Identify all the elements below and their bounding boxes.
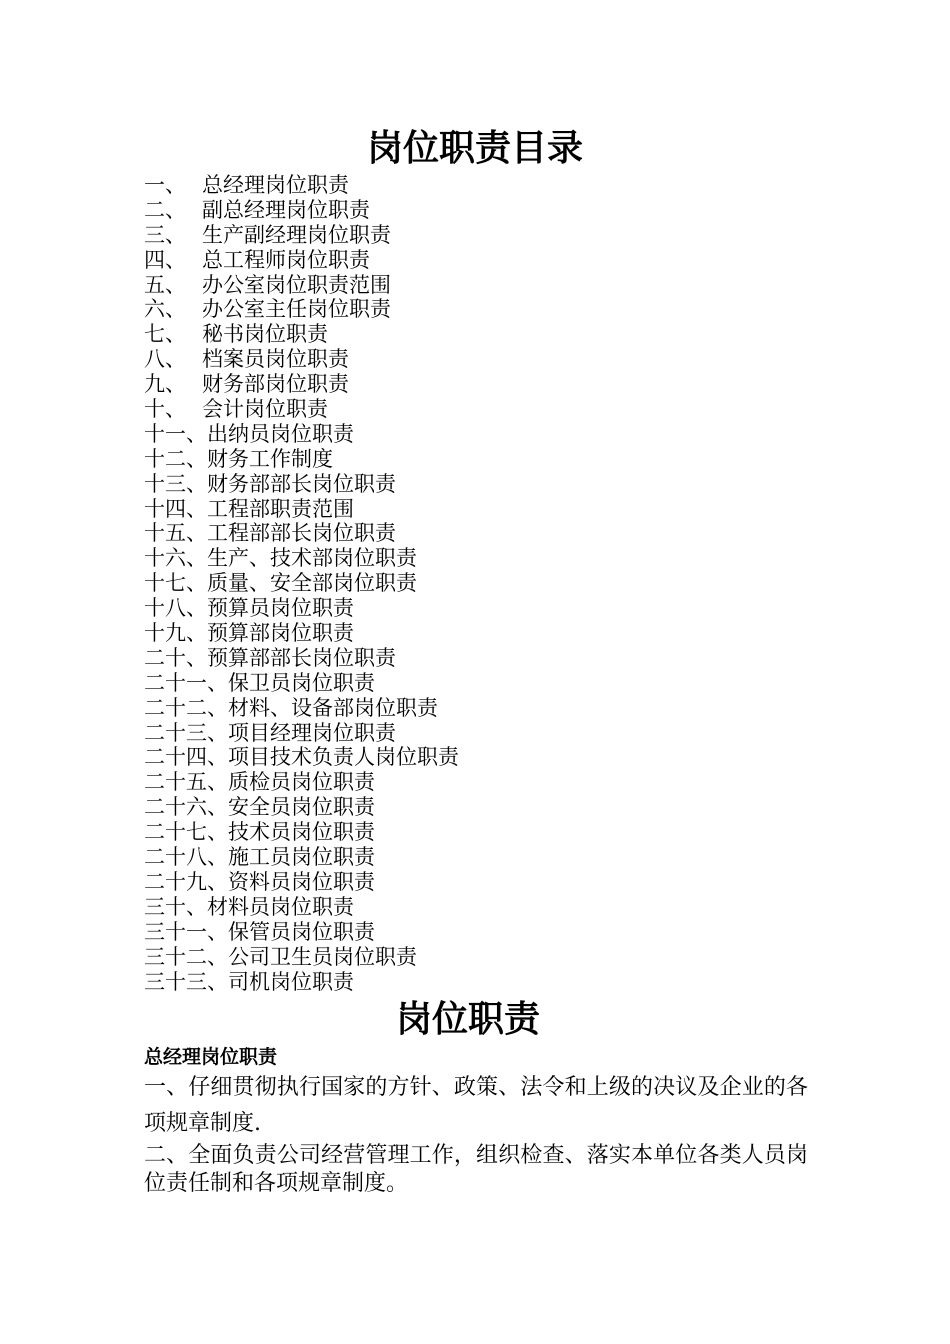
- toc-item: [144, 721, 459, 746]
- toc-item-number: 十九、: [144, 621, 207, 646]
- toc-item-number: 二、: [144, 197, 186, 222]
- toc-item-text: 安全员岗位职责: [228, 795, 375, 820]
- toc-item: [144, 571, 459, 596]
- toc-item: [144, 920, 459, 945]
- toc-item-number: 七、: [144, 322, 186, 347]
- toc-item-text: 预算部部长岗位职责: [207, 645, 396, 670]
- toc-item: [144, 497, 459, 522]
- toc-item-text: 公司卫生员岗位职责: [228, 944, 417, 969]
- toc-item: [144, 422, 459, 447]
- toc-item: [144, 273, 459, 298]
- toc-item-number: 三十、: [144, 894, 207, 919]
- toc-item: [144, 198, 459, 223]
- toc-item: [144, 895, 459, 920]
- toc-item-number: 三十二、: [144, 944, 228, 969]
- toc-title: 岗位职责目录: [366, 128, 583, 169]
- toc-item: [144, 248, 459, 273]
- toc-item-number: 十二、: [144, 446, 207, 471]
- toc-item: [144, 447, 459, 472]
- table-of-contents: [144, 173, 459, 994]
- toc-item: [144, 795, 459, 820]
- toc-item: [144, 173, 459, 198]
- toc-item-text: 技术员岗位职责: [228, 820, 375, 845]
- toc-item-text: 材料员岗位职责: [207, 894, 354, 919]
- toc-item-number: 二十九、: [144, 869, 228, 894]
- toc-item: [144, 397, 459, 422]
- section-title: 岗位职责: [395, 999, 540, 1040]
- toc-item: [144, 745, 459, 770]
- toc-item-number: 三十一、: [144, 919, 228, 944]
- toc-item: [144, 845, 459, 870]
- toc-item: [144, 322, 459, 347]
- toc-item: [144, 820, 459, 845]
- toc-item-number: 四、: [144, 247, 186, 272]
- toc-item-text: 出纳员岗位职责: [207, 421, 354, 446]
- body-paragraph: 二、全面负责公司经营管理工作，组织检查、落实本单位各类人员岗位责任制和各项规章制度。: [144, 1143, 808, 1196]
- toc-item-number: 一、: [144, 173, 186, 197]
- toc-item-number: 八、: [144, 347, 186, 372]
- toc-item-text: 财务工作制度: [207, 446, 333, 471]
- toc-item: [144, 621, 459, 646]
- subsection-title: 总经理岗位职责: [144, 1046, 278, 1068]
- toc-item: [144, 223, 459, 248]
- toc-item-text: 项目技术负责人岗位职责: [228, 745, 459, 770]
- toc-item-number: 十五、: [144, 521, 207, 546]
- toc-item-number: 二十六、: [144, 795, 228, 820]
- toc-item: [144, 596, 459, 621]
- toc-item-number: 二十二、: [144, 695, 228, 720]
- toc-item-text: 秘书岗位职责: [202, 322, 328, 347]
- toc-item-number: 二十八、: [144, 845, 228, 870]
- toc-item-text: 财务部部长岗位职责: [207, 471, 396, 496]
- toc-item-number: 二十、: [144, 645, 207, 670]
- body-paragraph: 一、仔细贯彻执行国家的方针、政策、法令和上级的决议及企业的各项规章制度.: [144, 1075, 808, 1136]
- toc-item-number: 十八、: [144, 596, 207, 621]
- toc-item-number: 二十四、: [144, 745, 228, 770]
- toc-item-text: 保管员岗位职责: [228, 919, 375, 944]
- toc-item-text: 工程部职责范围: [207, 496, 354, 521]
- toc-item-text: 总工程师岗位职责: [202, 247, 370, 272]
- toc-item-text: 资料员岗位职责: [228, 869, 375, 894]
- toc-item-number: 三、: [144, 222, 186, 247]
- toc-item-text: 副总经理岗位职责: [202, 197, 370, 222]
- toc-item-number: 二十一、: [144, 670, 228, 695]
- toc-item-number: 六、: [144, 297, 186, 322]
- toc-item: [144, 372, 459, 397]
- toc-item-text: 档案员岗位职责: [202, 347, 349, 372]
- toc-item-number: 二十七、: [144, 820, 228, 845]
- toc-item: [144, 297, 459, 322]
- toc-item: [144, 472, 459, 497]
- toc-item-text: 质检员岗位职责: [228, 770, 375, 795]
- toc-item-text: 项目经理岗位职责: [228, 720, 396, 745]
- toc-item-text: 总经理岗位职责: [202, 173, 349, 197]
- toc-item-number: 五、: [144, 272, 186, 297]
- toc-item-text: 办公室岗位职责范围: [202, 272, 391, 297]
- toc-item: [144, 347, 459, 372]
- toc-item: [144, 521, 459, 546]
- toc-item-text: 材料、设备部岗位职责: [228, 695, 438, 720]
- toc-item-text: 生产、技术部岗位职责: [207, 546, 417, 571]
- toc-item: [144, 671, 459, 696]
- toc-item-text: 质量、安全部岗位职责: [207, 571, 417, 596]
- toc-item: [144, 646, 459, 671]
- toc-item-text: 财务部岗位职责: [202, 372, 349, 397]
- toc-item-text: 施工员岗位职责: [228, 845, 375, 870]
- toc-item-text: 保卫员岗位职责: [228, 670, 375, 695]
- toc-item: [144, 696, 459, 721]
- toc-item-text: 司机岗位职责: [228, 969, 354, 994]
- toc-item-number: 十四、: [144, 496, 207, 521]
- toc-item-number: 三十三、: [144, 969, 228, 994]
- toc-item: [144, 970, 459, 995]
- toc-item-number: 九、: [144, 372, 186, 397]
- toc-item-number: 十七、: [144, 571, 207, 596]
- toc-item-number: 十一、: [144, 421, 207, 446]
- toc-item-number: 十、: [144, 397, 186, 422]
- toc-item-number: 二十五、: [144, 770, 228, 795]
- toc-item-text: 生产副经理岗位职责: [202, 222, 391, 247]
- toc-item-number: 二十三、: [144, 720, 228, 745]
- toc-item-text: 会计岗位职责: [202, 397, 328, 422]
- toc-item: [144, 945, 459, 970]
- toc-item-text: 办公室主任岗位职责: [202, 297, 391, 322]
- toc-item: [144, 770, 459, 795]
- toc-item-text: 预算员岗位职责: [207, 596, 354, 621]
- toc-item-number: 十三、: [144, 471, 207, 496]
- toc-item-text: 预算部岗位职责: [207, 621, 354, 646]
- toc-item: [144, 870, 459, 895]
- toc-item-text: 工程部部长岗位职责: [207, 521, 396, 546]
- toc-item-number: 十六、: [144, 546, 207, 571]
- toc-item: [144, 546, 459, 571]
